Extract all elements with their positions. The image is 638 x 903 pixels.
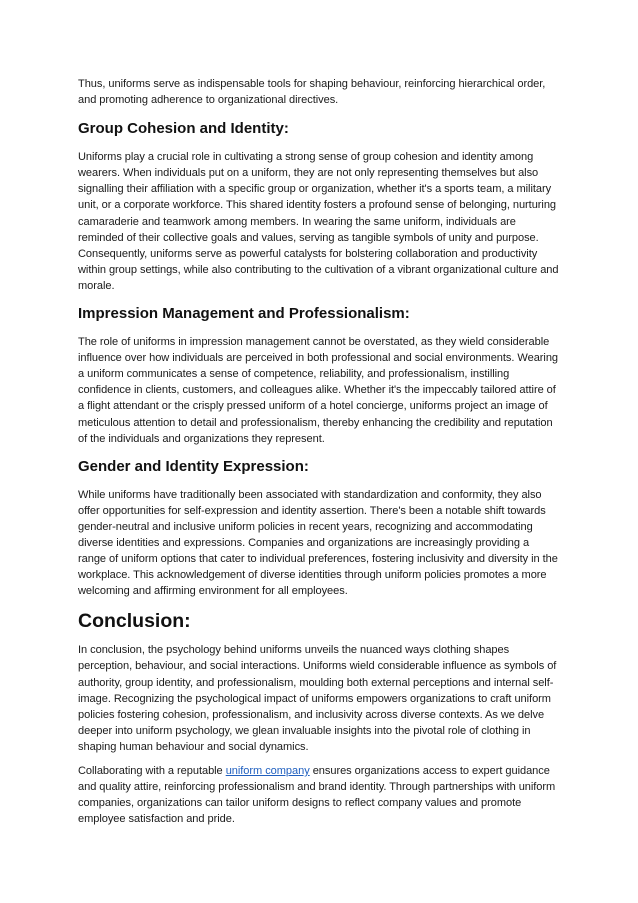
final-text-after: ensures organizations access to expert guidance and quality attire, reinforcing professionalism and brand identity. Through partnerships with uniform companies, organizations can tailor uniform designs to reflect company values and promote employee satisfaction and pride. [78, 765, 556, 826]
paragraph-group-cohesion: Uniforms play a crucial role in cultivating a strong sense of group cohesion and identity among wearers. When individuals put on a uniform, they are not only representing themselves but also signalling their affiliation with a specific group or organization, whether it's a sports team, a military unit, or a corporate workforce. This shared identity fosters a profound sense of belonging, nurturing camaraderie and teamwork among members. In wearing the same uniform, individuals are reminded of their collective goals and values, serving as tangible symbols of unity and purpose. Consequently, uniforms serve as powerful catalysts for bolstering collaboration and productivity within group settings, while also contributing to the cultivation of a vibrant organizational culture and morale. [78, 151, 559, 292]
paragraph-final [78, 763, 560, 827]
paragraph-impression-management: The role of uniforms in impression management cannot be overstated, as they wield considerable influence over how individuals are perceived in both professional and social environments. Wearing a uniform communicates a sense of competence, reliability, and professionalism, instilling confidence in clients, customers, and colleagues alike. Whether it's the impeccably tailored attire of a flight attendant or the crisply pressed uniform of a hotel concierge, uniforms project an image of meticulous attention to detail and professionalism, thereby enhancing the credibility and reputation of the individuals and organizations they represent. [78, 336, 559, 445]
heading-impression-management: Impression Management and Professionalism: [78, 305, 410, 323]
final-text-before: Collaborating with a reputable [78, 765, 226, 777]
heading-gender-identity: Gender and Identity Expression: [78, 457, 309, 475]
document-page [78, 76, 560, 827]
uniform-company-link[interactable]: uniform company [225, 765, 310, 777]
intro-paragraph: Thus, uniforms serve as indispensable tools for shaping behaviour, reinforcing hierarchical order, and promoting adherence to organizational directives. [78, 78, 546, 107]
paragraph-gender-identity: While uniforms have traditionally been associated with standardization and conformity, they also offer opportunities for self-expression and identity assertion. There's been a notable shift towards gender-neutral and inclusive uniform policies in recent years, recognizing and accommodating diverse identities and expressions. Companies and organizations are increasingly providing a range of uniform options that cater to individual preferences, fostering inclusivity and diversity in the workplace. This acknowledgement of diverse identities through uniform policies promotes a more welcoming and affirming environment for all employees. [78, 488, 558, 598]
heading-conclusion: Conclusion: [78, 610, 191, 633]
heading-group-cohesion: Group Cohesion and Identity: [78, 120, 289, 138]
paragraph-conclusion: In conclusion, the psychology behind uniforms unveils the nuanced ways clothing shapes perception, behaviour, and social interactions. Uniforms wield considerable influence as symbols of authority, group identity, and professionalism, moulding both external perceptions and internal self-image. Recognizing the psychological impact of uniforms empowers organizations to craft uniform policies fostering cohesion, professionalism, and inclusivity across diverse contexts. As we delve deeper into uniform psychology, we glean invaluable insights into the pivotal role of clothing in shaping human behaviour and social dynamics. [78, 644, 557, 753]
